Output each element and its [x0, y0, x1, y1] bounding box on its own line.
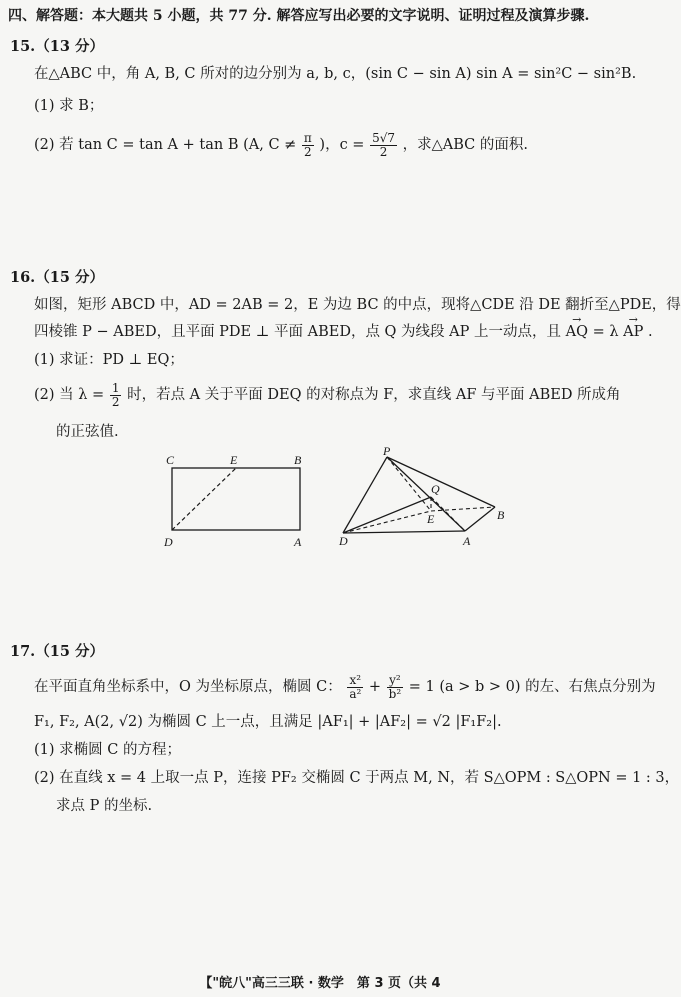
- question-17-number: 17.（15 分）: [10, 643, 104, 660]
- fig1-label-a: A: [294, 535, 302, 549]
- fig2-label-q: Q: [431, 482, 440, 496]
- question-16-stem-line2: [34, 322, 653, 342]
- question-16-part2-line2: 的正弦值.: [56, 424, 119, 440]
- question-17-part2-line2: 求点 P 的坐标.: [56, 798, 153, 814]
- fig1-label-b: B: [294, 453, 302, 467]
- q16-one-half: $\frac{1}{2}$: [111, 380, 120, 409]
- fig1-label-e: E: [230, 453, 238, 467]
- vector-ap: → AP: [623, 322, 643, 342]
- figure-pyramid-p-abed: [335, 445, 515, 550]
- q16-part2-rest: 时，若点 A 关于平面 DEQ 的对称点为 F，求直线 AF 与平面 ABED 所成角: [127, 387, 621, 403]
- fig1-label-c: C: [166, 453, 175, 467]
- fig2-label-b: B: [497, 508, 505, 522]
- q17-y2-over-b2: $\frac{\text{y²}}{\text{b²}}$: [388, 672, 402, 701]
- q17-stem-rest: = 1 (a > b > 0) 的左、右焦点分别为: [408, 679, 656, 695]
- question-17-stem-line2: F₁, F₂, A(2, √2) 为椭圆 C 上一点，且满足 |AF₁| + |AF₂| = √2 |F₁F₂|.: [34, 714, 502, 730]
- question-15-part2: [34, 130, 528, 160]
- q15-c-value: $\frac{5√7}{2}$: [372, 130, 395, 159]
- q17-stem-lead: 在平面直角坐标系中，O 为坐标原点，椭圆 C：: [34, 679, 342, 695]
- question-16-part2: [34, 380, 621, 410]
- fig1-label-d: D: [164, 535, 173, 549]
- q16-equals-lambda: = λ: [592, 324, 624, 340]
- section-header: 四、解答题：本大题共 5 小题，共 77 分. 解答应写出必要的文字说明、证明过程及演算步骤.: [8, 8, 590, 24]
- question-16-number: 16.（15 分）: [10, 269, 104, 286]
- q17-plus: +: [368, 679, 382, 695]
- q15-part2-suffix: ，求△ABC 的面积.: [402, 137, 528, 153]
- question-15-stem: 在△ABC 中，角 A, B, C 所对的边分别为 a, b, c，(sin C − sin A) sin A = sin²C − sin²B.: [34, 66, 637, 82]
- fig2-label-d: D: [339, 534, 348, 548]
- question-15-number: 15.（13 分）: [10, 38, 104, 55]
- q16-part2-lead: (2) 当 λ =: [34, 387, 105, 403]
- q15-part2-cond-right: )，c =: [319, 137, 365, 153]
- question-16-part1: (1) 求证：PD ⊥ EQ；: [34, 352, 184, 368]
- fig2-label-a: A: [463, 534, 471, 548]
- fig2-label-p: P: [383, 444, 391, 458]
- question-17-part2-line1: (2) 在直线 x = 4 上取一点 P，连接 PF₂ 交椭圆 C 于两点 M, N，若 S△OPM : S△OPN = 1 : 3，: [34, 770, 680, 786]
- vector-aq: → AQ: [566, 322, 588, 342]
- question-16-stem-line1: 如图，矩形 ABCD 中，AD = 2AB = 2，E 为边 BC 的中点，现将△CDE 沿 DE 翻折至△PDE，得: [34, 297, 681, 313]
- page-footer: 【"皖八"高三三联 · 数学 第 3 页（共 4: [199, 976, 441, 991]
- q15-part2-cond-left: (A, C ≠: [243, 137, 297, 153]
- question-17-stem-line1: [34, 671, 656, 703]
- q17-x2-over-a2: $\frac{\text{x²}}{\text{a²}}$: [349, 672, 362, 701]
- q15-part2-prefix: (2) 若 tan C = tan A + tan B: [34, 137, 239, 153]
- fig2-label-e: E: [427, 512, 435, 526]
- figure-rectangle-abcd: [160, 450, 320, 550]
- question-15-part1: (1) 求 B；: [34, 98, 104, 114]
- q16-stem-line2-text: 四棱锥 P − ABED，且平面 PDE ⊥ 平面 ABED，点 Q 为线段 AP 上一动点，且: [34, 324, 561, 340]
- q16-period: .: [647, 324, 653, 340]
- q15-pi-over-2: $\frac{\pi}{2}$: [303, 130, 312, 159]
- question-17-part1: (1) 求椭圆 C 的方程；: [34, 742, 181, 758]
